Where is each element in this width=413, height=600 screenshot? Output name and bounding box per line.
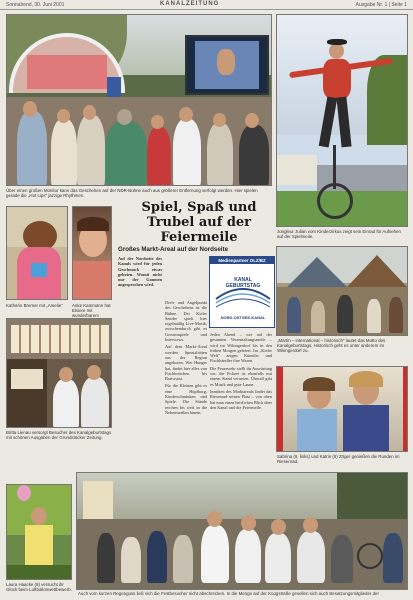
stage-caption: Über einen großen Monitor kann das Geschehen auf der NDR-Bühne auch aus größerer Entfernung verfolgt werden. Hier spielen gerade die „Hot Lips" jazzige Rhythmen. bbox=[6, 188, 258, 199]
article-headline bbox=[118, 200, 280, 245]
unicycle-caption: Jongleur Julian vom Kinderzirkus zeigt sein Einrad für Aufsehen auf der Spielmeile. bbox=[277, 229, 401, 240]
stall-caption: Britta Lienau versorgt Besucher des Kanalgeburtstags mit schönen Ausgaben der Grundstücker Zeitung. bbox=[6, 430, 112, 441]
logo-text: KANAL GEBURTSTAG bbox=[225, 277, 261, 289]
header-section: KANALZEITUNG bbox=[160, 1, 220, 7]
kids-photo bbox=[6, 206, 68, 300]
stage-photo bbox=[6, 14, 272, 186]
girls-caption: Sabrina (9, links) und Katrin (8) Zöger genießen die Runden im Riesenrad. bbox=[277, 454, 400, 465]
article-col-3: Jeden Abend – wie auf der gesamten Veranstaltungsmeile – wird im Wikingerdorf bis in den frühen Morgen gefeiert. Im „Kieler Welt" zeigen Künstler und Fischhändler ihre Waren. Die Feuerwehr stellt ihr Ausrüstung vor, die Polizei ist ebenfalls mit einem Stand vertreten. Überall gibt es Musik und gute Laune. Inmitten des Marktareals findet das Riesenrad seinen Platz – von oben hat man einen herrlichen Blick über den Kanal und die Feiermeile. bbox=[210, 332, 272, 410]
laura-caption: Laura Haacke (8) versucht ihr Glück beim Luftballonwettbewerb. bbox=[6, 582, 72, 593]
crowd-caption: Auch vom kurzen Regenguss ließ sich die Festbesucher nicht abschrecken. In die Menge auf der Koogstraße gesellen sich auch Besatzungsmitglieder der bbox=[78, 591, 379, 596]
article-col-1: Auf der Nordseite des Kanals wird für jeden Geschmack etwas geboten. Womit nicht nur der Gaumen angesprochen wird. bbox=[118, 256, 162, 288]
headline-line-1: Spiel, Spaß und bbox=[141, 200, 257, 215]
logo-subtext: NORD-OSTSEE-KANAL bbox=[220, 315, 266, 320]
laura-photo bbox=[6, 484, 72, 580]
market-photo bbox=[276, 246, 408, 336]
header-page: Ausgabe Nr. 1 | Seite 1 bbox=[355, 2, 407, 8]
unicycle-photo bbox=[276, 14, 408, 227]
face-caption: Anke Kammann hat Elviere mit wunderbarem bbox=[72, 303, 111, 319]
kids-caption: Katharin Bremer mit „Amelie" bbox=[6, 303, 63, 308]
headline-line-3: Feiermeile bbox=[160, 230, 238, 245]
medienpartner-title: Medienpartner OLZ/BZ bbox=[210, 257, 274, 264]
girls-photo bbox=[276, 366, 408, 452]
face-photo bbox=[72, 206, 112, 300]
article-subhead: Großes Markt-Areal auf der Nordseite bbox=[118, 246, 229, 253]
medienpartner-box bbox=[209, 256, 275, 328]
headline-line-2: Trubel auf der bbox=[146, 215, 252, 230]
kanalgeburtstag-logo bbox=[214, 269, 272, 311]
market-caption: „Martin – international – historisch" lautet das Motto des Kanalgeburtstags. Historisch geht es unter anderem im Wikingerdorf zu. bbox=[277, 338, 386, 354]
header-date: Sonnabend, 30. Juni 2001 bbox=[6, 2, 65, 8]
stall-photo bbox=[6, 318, 112, 428]
page-header bbox=[0, 0, 413, 10]
crowd-photo bbox=[76, 472, 408, 590]
article-col-2: Dreh- und Angelpunkt des Geschehens ist die Bühne. Der Kieler Sender spielt hier regelmäßig Live-Musik, zwischendurch gibt es Gewinnspiele und Interviews. Auf dem Markt-Areal werden Spezialitäten aus der Region angeboten. Wer Hunger hat, findet hier alles von Fischbrötchen bis Bratwurst. Für die Kleinen gibt es eine Hüpfburg, Kinderschminken und Spiele. Die Stände reichen bis weit in die Nebenstraßen hinein. bbox=[165, 300, 207, 415]
